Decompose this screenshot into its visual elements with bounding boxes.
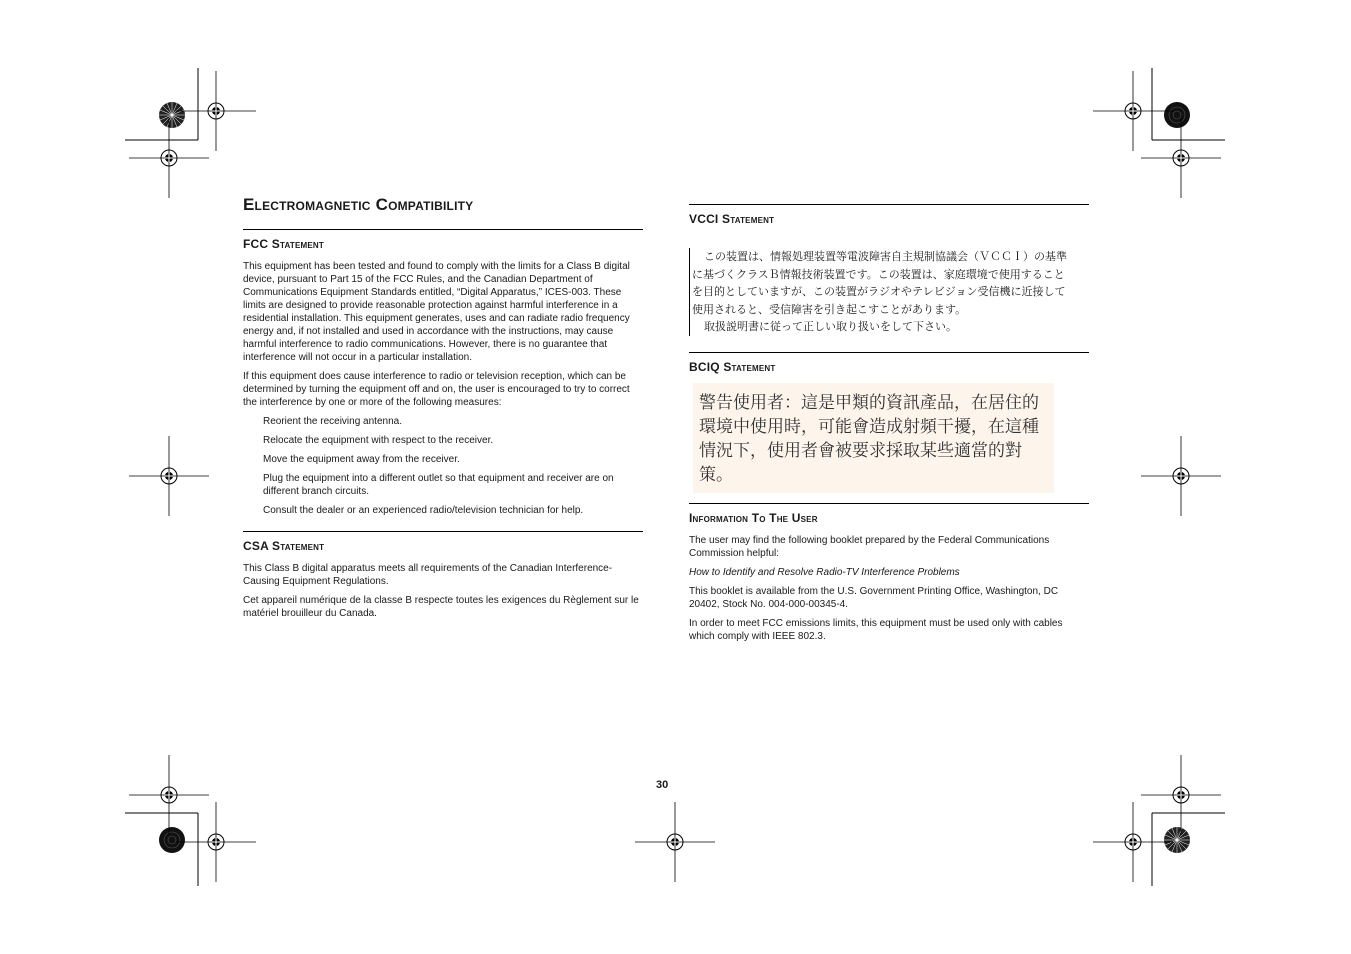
- vcci-line: を目的としていますが、この装置がラジオやテレビジョン受信機に近接して: [692, 285, 1066, 298]
- fcc-measure: Consult the dealer or an experienced radio/television technician for help.: [263, 505, 584, 516]
- vcci-japanese-text: [689, 248, 1089, 336]
- info-paragraph-1: The user may find the following booklet prepared by the Federal Communications Commission helpful:: [689, 534, 1050, 559]
- fcc-paragraph-1: This equipment has been tested and found to comply with the limits for a Class B digital device, pursuant to Part 15 of the FCC Rules, and the Canadian Department of Communications Equipment Standards entitled, “Digital Apparatus,” ICES-003. These limits are designed to provide reasonable protection against harmful interference in a residential installation. This equipment generates, uses and can radiate radio frequency energy and, if not installed and used in accordance with the instructions, may cause harmful interference to radio communications. However, there is no guarantee that interference will not occur in a particular installation.: [243, 261, 630, 363]
- vcci-section: [689, 204, 1089, 336]
- fcc-measure: Relocate the equipment with respect to the receiver.: [263, 435, 494, 446]
- left-column: [243, 195, 643, 626]
- fcc-measure: Plug the equipment into a different outlet so that equipment and receiver are on different branch circuits.: [263, 473, 614, 497]
- right-column: [689, 204, 1089, 649]
- csa-paragraph-1: This Class B digital apparatus meets all requirements of the Canadian Interference-Causing Equipment Regulations.: [243, 563, 613, 587]
- fcc-section: [243, 229, 643, 517]
- csa-heading: CSA Statement: [243, 539, 325, 553]
- bciq-section: [689, 352, 1089, 493]
- bciq-chinese-text: [693, 383, 1054, 493]
- info-heading: Information To The User: [689, 510, 818, 525]
- page-title: Electromagnetic Compatibility: [243, 195, 474, 214]
- page-number: 30: [656, 779, 669, 791]
- bciq-line: 警告使用者：這是甲類的資訊產品，在居住的: [699, 392, 1039, 413]
- info-paragraph-3: This booklet is available from the U.S. Government Printing Office, Washington, DC 20402, Stock No. 004-000-00345-4.: [689, 585, 1059, 610]
- bciq-line: 情況下，使用者會被要求採取某些適當的對策。: [699, 440, 1022, 485]
- bciq-heading: BCIQ Statement: [689, 359, 776, 374]
- vcci-line: この装置は、情報処理装置等電波障害自主規制協議会（ＶＣＣＩ）の基準: [704, 250, 1067, 263]
- vcci-line: 使用されると、受信障害を引き起こすことがあります。: [692, 302, 967, 316]
- info-section: [689, 503, 1089, 643]
- vcci-line: 取扱説明書に従って正しい取り扱いをして下さい。: [704, 320, 957, 333]
- csa-section: [243, 531, 643, 620]
- csa-paragraph-2: Cet appareil numérique de la classe B respecte toutes les exigences du Règlement sur le matériel brouilleur du Canada.: [243, 595, 639, 619]
- vcci-line: に基づくクラスＢ情報技術装置です。この装置は、家庭環境で使用すること: [692, 267, 1065, 281]
- vcci-heading: VCCI Statement: [689, 212, 775, 226]
- fcc-heading: FCC Statement: [243, 237, 324, 251]
- fcc-measure: Reorient the receiving antenna.: [263, 416, 402, 427]
- info-paragraph-4: In order to meet FCC emissions limits, this equipment must be used only with cables which comply with IEEE 802.3.: [689, 617, 1063, 642]
- bciq-line: 環境中使用時，可能會造成射頻干擾，在這種: [699, 416, 1039, 437]
- booklet-title: How to Identify and Resolve Radio-TV Interference Problems: [689, 566, 960, 578]
- fcc-paragraph-2: If this equipment does cause interference to radio or television reception, which can be determined by turning the equipment off and on, the user is encouraged to try to correct the interference by one or more of the following measures:: [243, 371, 630, 408]
- fcc-measure: Move the equipment away from the receiver.: [263, 454, 460, 465]
